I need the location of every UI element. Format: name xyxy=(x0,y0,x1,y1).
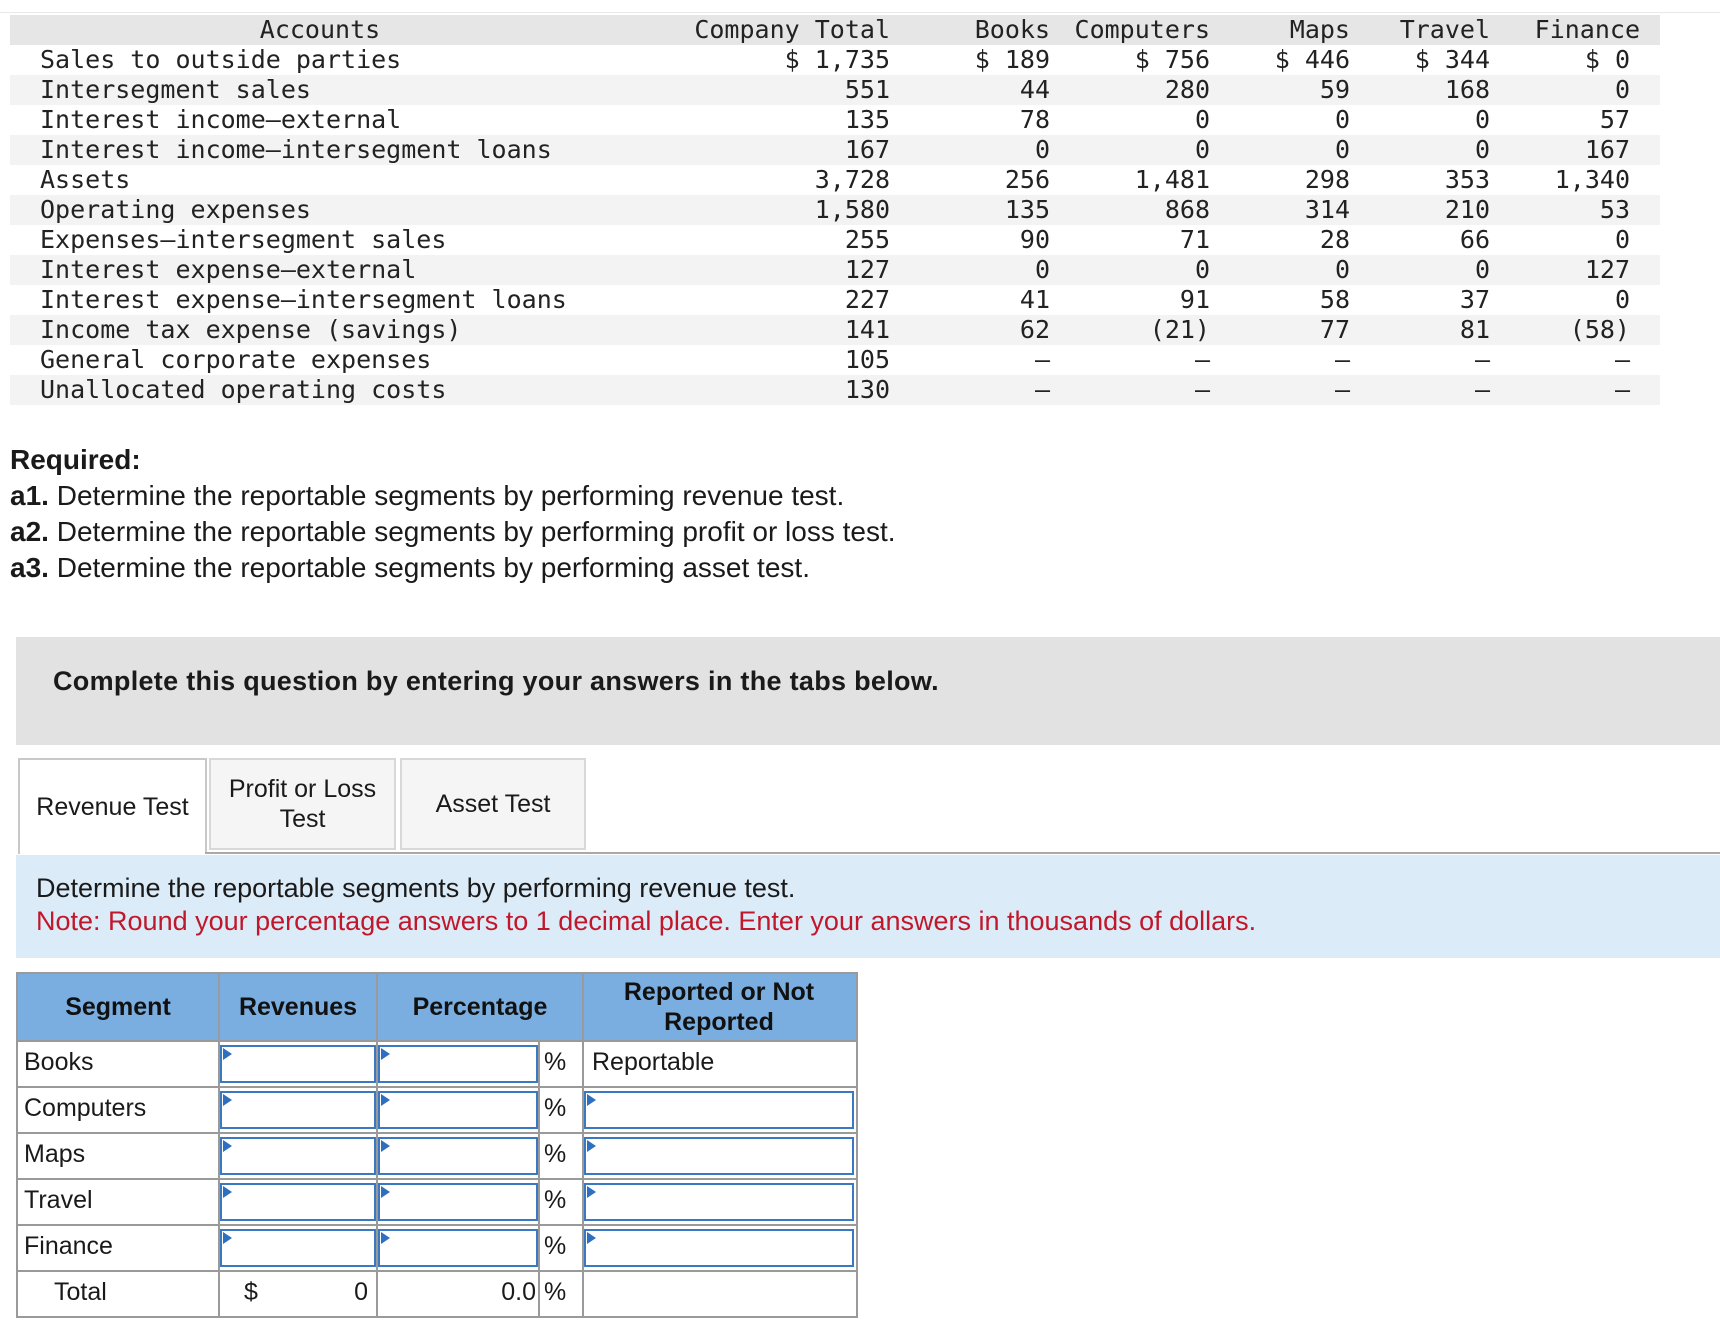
cell-finance: 127 xyxy=(1490,255,1660,285)
row-label: Interest expense—intersegment loans xyxy=(40,285,567,314)
header-computers: Computers xyxy=(1050,15,1210,45)
instruction-banner xyxy=(16,637,1720,745)
required-section xyxy=(10,442,896,586)
revenue-input[interactable] xyxy=(220,1091,376,1129)
row-label: General corporate expenses xyxy=(40,345,432,374)
prompt-note: Note: Round your percentage answers to 1 decimal place. Enter your answers in thousands of dollars. xyxy=(36,906,1257,936)
cell-computers: (21) xyxy=(1050,315,1210,345)
revenue-input[interactable] xyxy=(220,1045,376,1083)
top-divider xyxy=(0,12,1720,13)
segment-name: Finance xyxy=(24,1232,113,1260)
cell-travel: 66 xyxy=(1459,225,1490,254)
cell-travel: 81 xyxy=(1350,315,1490,345)
cell-maps: 298 xyxy=(1304,165,1350,194)
header-travel: Travel xyxy=(1350,15,1490,45)
reported-value: Reportable xyxy=(592,1048,715,1076)
row-label: Interest income—external xyxy=(40,105,402,134)
cell-travel: 210 xyxy=(1350,195,1490,225)
cell-company-total: 127 xyxy=(630,255,890,285)
column-divider xyxy=(218,974,220,1316)
required-item-number: a2. xyxy=(10,516,49,547)
required-item-number: a3. xyxy=(10,552,49,583)
cell-computers: 91 xyxy=(1179,285,1210,314)
row-label: Expenses—intersegment sales xyxy=(40,225,447,254)
answer-header-row xyxy=(18,974,856,1040)
cell-company-total: 167 xyxy=(630,135,890,165)
tab-label: Asset Test xyxy=(435,790,551,818)
total-revenue: 0 xyxy=(354,1278,368,1306)
cell-finance: 1,340 xyxy=(1554,165,1630,194)
cell-travel: 0 xyxy=(1350,255,1490,285)
cell-books: – xyxy=(890,375,1050,405)
cell-finance: 167 xyxy=(1490,135,1660,165)
revenue-input[interactable] xyxy=(220,1137,376,1175)
header-books: Books xyxy=(890,15,1050,45)
row-label: Intersegment sales xyxy=(10,75,630,105)
segment-name: Travel xyxy=(24,1186,93,1214)
table-row xyxy=(18,1040,856,1086)
cell-finance: 53 xyxy=(1490,195,1660,225)
header-revenues: Revenues xyxy=(238,993,358,1021)
table-row xyxy=(10,75,1660,105)
cell-travel: 353 xyxy=(1444,165,1490,194)
cell-travel: 0 xyxy=(1474,105,1490,134)
percent-sign: % xyxy=(544,1140,567,1168)
tab-label: Profit or Loss Test xyxy=(228,775,377,833)
table-row xyxy=(10,195,1660,225)
reported-select[interactable] xyxy=(584,1229,854,1267)
table-row xyxy=(10,165,1660,195)
table-row xyxy=(10,285,1660,315)
cell-company-total: $ 1,735 xyxy=(784,45,890,74)
required-item xyxy=(10,478,896,514)
cell-books: 0 xyxy=(890,135,1050,165)
cell-travel: – xyxy=(1350,375,1490,405)
segment-name: Computers xyxy=(24,1094,147,1122)
table-row xyxy=(10,225,1660,255)
table-row xyxy=(18,1178,856,1224)
cell-travel: 168 xyxy=(1350,75,1490,105)
reported-select[interactable] xyxy=(584,1091,854,1129)
percent-sign: % xyxy=(544,1094,567,1122)
required-heading: Required: xyxy=(10,444,141,475)
revenue-input[interactable] xyxy=(220,1183,376,1221)
percentage-input[interactable] xyxy=(378,1183,538,1221)
required-item xyxy=(10,514,896,550)
cell-maps: – xyxy=(1210,375,1350,405)
cell-computers: 0 xyxy=(1050,135,1210,165)
percentage-input[interactable] xyxy=(378,1045,538,1083)
table-row xyxy=(18,1224,856,1270)
header-reported: Reported or Not Reported xyxy=(623,978,815,1036)
prompt-panel xyxy=(16,855,1720,958)
segment-data-table xyxy=(10,15,1660,405)
cell-maps: 59 xyxy=(1210,75,1350,105)
cell-books: 44 xyxy=(890,75,1050,105)
cell-company-total: 227 xyxy=(844,285,890,314)
required-item-text: Determine the reportable segments by performing asset test. xyxy=(48,552,810,583)
percent-sign: % xyxy=(544,1048,567,1076)
cell-company-total: 105 xyxy=(844,345,890,374)
instruction-text: Complete this question by entering your answers in the tabs below. xyxy=(53,666,939,696)
cell-maps: 77 xyxy=(1210,315,1350,345)
cell-maps: 0 xyxy=(1210,135,1350,165)
revenue-input[interactable] xyxy=(220,1229,376,1267)
cell-travel: 0 xyxy=(1350,135,1490,165)
required-item-text: Determine the reportable segments by performing revenue test. xyxy=(48,480,845,511)
table-row xyxy=(10,255,1660,285)
cell-company-total: 1,580 xyxy=(630,195,890,225)
total-row xyxy=(18,1270,856,1316)
cell-company-total: 141 xyxy=(630,315,890,345)
cell-books: $ 189 xyxy=(974,45,1050,74)
cell-computers: 280 xyxy=(1050,75,1210,105)
table-row xyxy=(10,45,1660,75)
column-divider xyxy=(538,1040,540,1316)
column-divider xyxy=(582,974,584,1316)
cell-books: 41 xyxy=(1019,285,1050,314)
cell-maps: – xyxy=(1334,345,1350,374)
cell-maps: 58 xyxy=(1319,285,1350,314)
total-label: Total xyxy=(54,1278,107,1306)
cell-computers: $ 756 xyxy=(1134,45,1210,74)
reported-select[interactable] xyxy=(584,1137,854,1175)
total-percentage: 0.0 xyxy=(501,1278,536,1306)
table-row xyxy=(10,135,1660,165)
cell-books: 256 xyxy=(1004,165,1050,194)
reported-select[interactable] xyxy=(584,1183,854,1221)
cell-company-total: 3,728 xyxy=(814,165,890,194)
cell-finance: 0 xyxy=(1614,225,1630,254)
percentage-input[interactable] xyxy=(378,1229,538,1267)
table-row xyxy=(18,1086,856,1132)
cell-finance: 0 xyxy=(1614,285,1630,314)
cell-company-total: 551 xyxy=(630,75,890,105)
row-label: Sales to outside parties xyxy=(40,45,402,74)
percent-sign: % xyxy=(544,1186,567,1214)
cell-computers: 0 xyxy=(1194,105,1210,134)
segment-name: Books xyxy=(24,1048,94,1076)
table-row xyxy=(10,105,1660,135)
cell-finance: 0 xyxy=(1490,75,1660,105)
percentage-input[interactable] xyxy=(378,1091,538,1129)
cell-books: – xyxy=(1034,345,1050,374)
header-company-total: Company Total xyxy=(630,15,890,45)
cell-computers: – xyxy=(1194,345,1210,374)
table-row xyxy=(10,345,1660,375)
header-segment: Segment xyxy=(65,993,171,1021)
cell-computers: 1,481 xyxy=(1134,165,1210,194)
row-label: Interest income—intersegment loans xyxy=(10,135,630,165)
cell-maps: 0 xyxy=(1334,105,1350,134)
cell-maps: 28 xyxy=(1319,225,1350,254)
cell-finance: (58) xyxy=(1490,315,1660,345)
tab-revenue-test[interactable] xyxy=(18,758,207,854)
percent-sign: % xyxy=(544,1278,567,1306)
required-item xyxy=(10,550,896,586)
cell-maps: $ 446 xyxy=(1274,45,1350,74)
tab-divider xyxy=(205,852,1720,854)
tab-profit-or-loss-test[interactable] xyxy=(209,758,396,850)
row-label: Assets xyxy=(40,165,131,194)
percentage-input[interactable] xyxy=(378,1137,538,1175)
cell-travel: – xyxy=(1474,345,1490,374)
revenue-test-answer-table xyxy=(16,972,858,1318)
cell-computers: 868 xyxy=(1050,195,1210,225)
table-row xyxy=(10,315,1660,345)
prompt-text: Determine the reportable segments by performing revenue test. xyxy=(36,873,796,903)
cell-books: 135 xyxy=(890,195,1050,225)
tab-asset-test[interactable] xyxy=(400,758,586,850)
cell-company-total: 255 xyxy=(844,225,890,254)
cell-finance: $ 0 xyxy=(1584,45,1630,74)
segment-name: Maps xyxy=(24,1140,86,1168)
cell-maps: 0 xyxy=(1210,255,1350,285)
row-label: Interest expense—external xyxy=(10,255,630,285)
row-label: Income tax expense (savings) xyxy=(10,315,630,345)
tab-label: Revenue Test xyxy=(36,793,189,821)
table-row xyxy=(10,375,1660,405)
cell-company-total: 130 xyxy=(630,375,890,405)
row-label: Unallocated operating costs xyxy=(10,375,630,405)
header-maps: Maps xyxy=(1210,15,1350,45)
required-item-number: a1. xyxy=(10,480,49,511)
column-divider xyxy=(376,974,378,1316)
cell-finance: – xyxy=(1614,345,1630,374)
cell-computers: – xyxy=(1050,375,1210,405)
cell-books: 62 xyxy=(890,315,1050,345)
table-row xyxy=(18,1132,856,1178)
data-table-header-row xyxy=(10,15,1660,45)
cell-books: 78 xyxy=(1019,105,1050,134)
required-item-text: Determine the reportable segments by performing profit or loss test. xyxy=(48,516,896,547)
cell-company-total: 135 xyxy=(844,105,890,134)
cell-finance: 57 xyxy=(1599,105,1630,134)
cell-books: 0 xyxy=(890,255,1050,285)
cell-travel: $ 344 xyxy=(1414,45,1490,74)
dollar-sign: $ xyxy=(244,1278,258,1306)
cell-books: 90 xyxy=(1019,225,1050,254)
cell-computers: 0 xyxy=(1050,255,1210,285)
cell-computers: 71 xyxy=(1179,225,1210,254)
percent-sign: % xyxy=(544,1232,567,1260)
cell-finance: – xyxy=(1490,375,1660,405)
header-accounts: Accounts xyxy=(10,15,630,45)
row-label: Operating expenses xyxy=(10,195,630,225)
cell-travel: 37 xyxy=(1459,285,1490,314)
cell-maps: 314 xyxy=(1210,195,1350,225)
header-percentage: Percentage xyxy=(412,993,548,1021)
header-finance: Finance xyxy=(1490,15,1660,45)
